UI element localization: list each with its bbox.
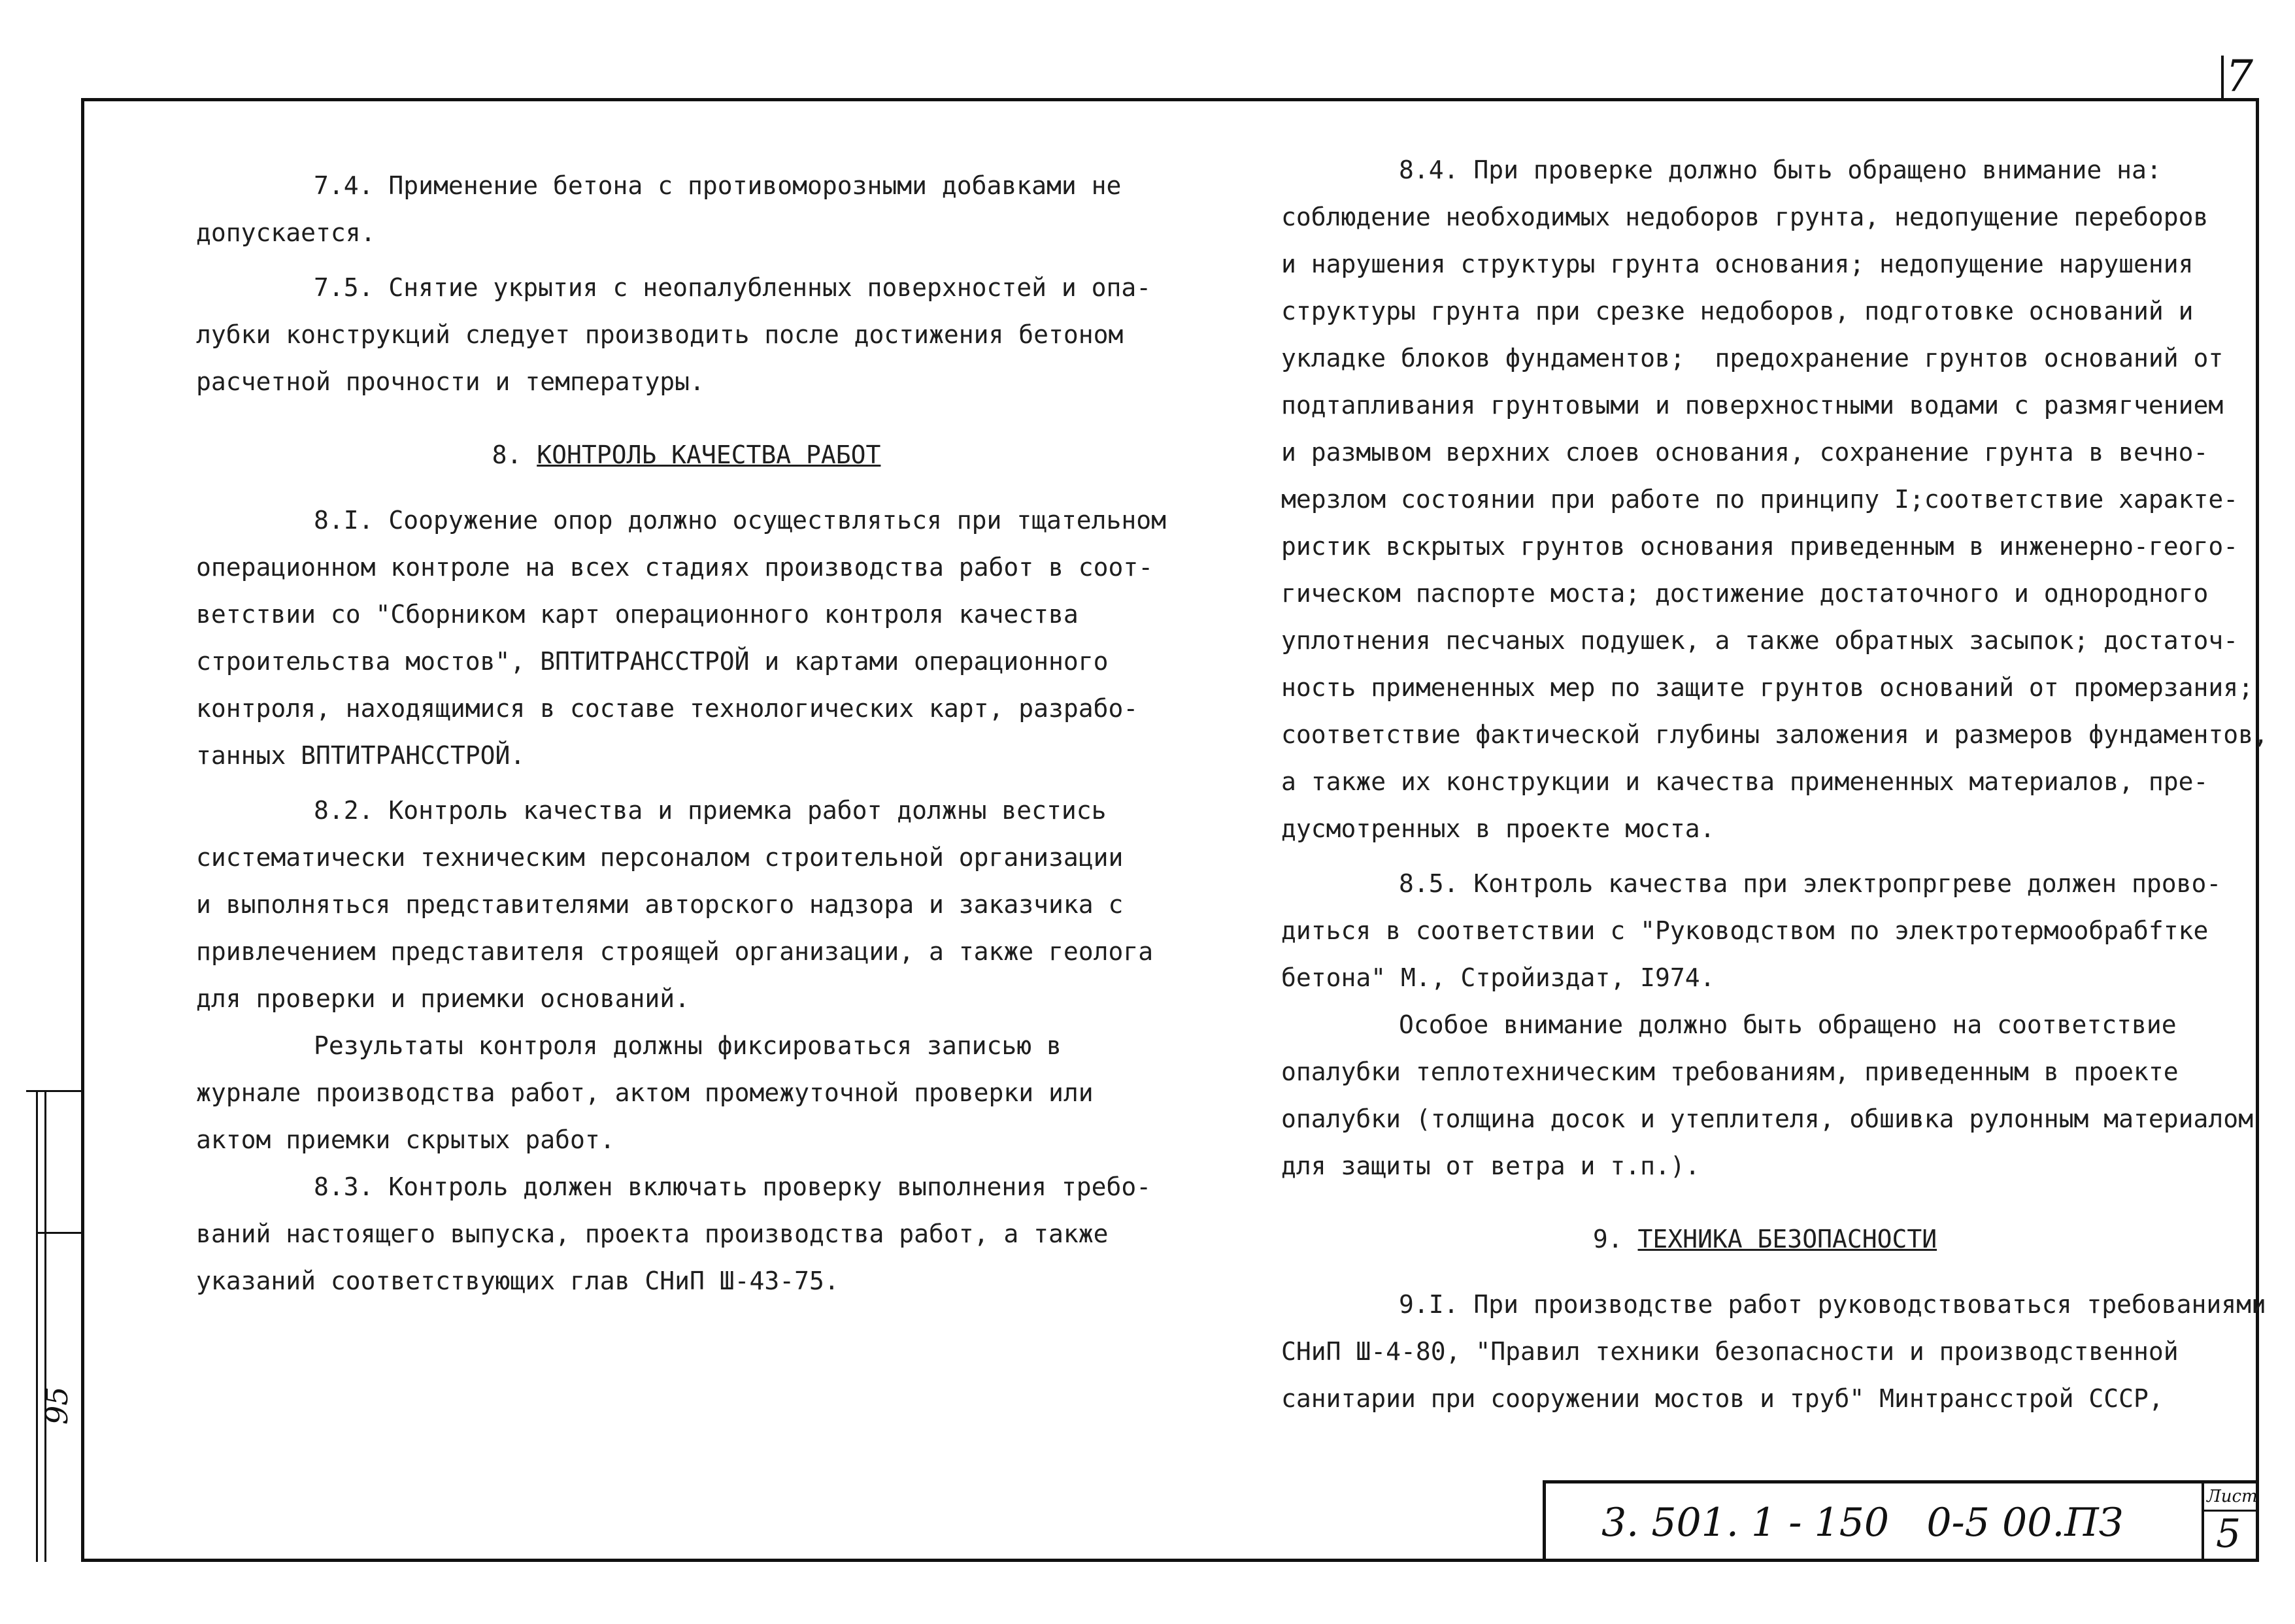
text-line: Особое внимание должно быть обращено на соответствие [1399, 1010, 2177, 1039]
text-line: и выполняться представителями авторского надзора и заказчика с [196, 890, 1124, 919]
paragraph-8-3 [196, 1163, 1177, 1304]
text-line: ваний настоящего выпуска, проекта производства работ, а также [196, 1219, 1109, 1248]
text-line: 8.2. Контроль качества и приемка работ должны вестись [314, 796, 1107, 825]
text-line: Результаты контроля должны фиксироваться записью в [314, 1031, 1062, 1060]
text-line: операционном контроле на всех стадиях производства работ в соот- [196, 553, 1154, 582]
text-line: и нарушения структуры грунта основания; недопущение нарушения [1281, 250, 2194, 278]
text-line: журнале производства работ, актом промежуточной проверки или [196, 1078, 1094, 1107]
paragraph-9-1 [1281, 1281, 2266, 1422]
section-9-title: ТЕХНИКА БЕЗОПАСНОСТИ [1637, 1225, 1937, 1253]
text-line: опалубки (толщина досок и утеплителя, обшивка рулонным материалом [1281, 1104, 2254, 1133]
text-line: 7.5. Снятие укрытия с неопалубленных поверхностей и опа- [314, 273, 1152, 302]
corner-page-number: 7 [2226, 51, 2253, 101]
paragraph-8-2 [196, 787, 1177, 1022]
text-line: 8.3. Контроль должен включать проверку выполнения требо- [314, 1172, 1152, 1201]
text-line: ристик вскрытых грунтов основания приведенным в инженерно-геого- [1281, 532, 2239, 561]
section-9-heading [1281, 1216, 2249, 1263]
corner-divider [2221, 56, 2224, 101]
text-line: укладке блоков фундаментов; предохранение грунтов оснований от [1281, 344, 2224, 373]
margin-stamp-line [36, 1232, 82, 1234]
text-line: для проверки и приемки оснований. [196, 984, 690, 1013]
section-8-heading [196, 431, 1177, 478]
text-line: подтапливания грунтовыми и поверхностными водами с размягчением [1281, 391, 2224, 420]
text-line: СНиП Ш-4-80, "Правил техники безопасности и производственной [1281, 1337, 2179, 1366]
text-line: 9.I. При производстве работ руководствоваться требованиями [1399, 1290, 2266, 1319]
text-line: гическом паспорте моста; достижение достаточного и однородного [1281, 579, 2209, 608]
margin-stamp-line [26, 1090, 82, 1092]
text-line: для защиты от ветра и т.п.). [1281, 1152, 1700, 1180]
text-line: санитарии при сооружении мостов и труб" Минтрансстрой СССР, [1281, 1384, 2164, 1413]
text-line: структуры грунта при срезке недоборов, подготовке оснований и [1281, 297, 2194, 325]
text-line: 8.I. Сооружение опор должно осуществляться при тщательном [314, 506, 1167, 535]
text-line: контроля, находящимися в составе технологических карт, разрабо- [196, 694, 1139, 723]
sheet-number: 5 [2216, 1511, 2241, 1557]
text-line: уплотнения песчаных подушек, а также обратных засыпок; достаточ- [1281, 626, 2239, 655]
right-column [1281, 146, 2268, 1422]
section-9-number: 9. [1592, 1225, 1638, 1253]
text-line: и размывом верхних слоев основания, сохранение грунта в вечно- [1281, 438, 2209, 467]
margin-stamp-line [44, 1090, 46, 1562]
text-line: допускается. [196, 218, 376, 247]
paragraph-8-4 [1281, 146, 2268, 852]
paragraph-results [196, 1022, 1177, 1163]
text-line: расчетной прочности и температуры. [196, 367, 705, 396]
text-line: актом приемки скрытых работ. [196, 1125, 615, 1154]
text-line: ность примененных мер по защите грунтов оснований от промерзания; [1281, 673, 2254, 702]
text-line: танных ВПТИТРАНССТРОЙ. [196, 741, 526, 770]
text-line: мерзлом состоянии при работе по принципу I;соответствие характе- [1281, 485, 2239, 514]
text-line: систематически техническим персоналом строительной организации [196, 843, 1124, 872]
sheet-label: Лист [2207, 1487, 2258, 1506]
text-line: 7.4. Применение бетона с противоморозными добавками не [314, 171, 1122, 200]
left-column [196, 162, 1177, 1304]
paragraph-7-4 [196, 162, 1177, 256]
margin-stamp-line [36, 1090, 38, 1562]
text-line: диться в соответствии с "Руководством по электротермообрабfтке [1281, 916, 2209, 945]
text-line: привлечением представителя строящей организации, а также геолога [196, 937, 1154, 966]
document-code: 3. 501. 1 - 150 0-5 00.ПЗ [1601, 1500, 2124, 1546]
paragraph-8-5 [1281, 860, 2249, 1001]
text-line: строительства мостов", ВПТИТРАНССТРОЙ и картами операционного [196, 647, 1109, 676]
text-line: а также их конструкции и качества примененных материалов, пре- [1281, 767, 2209, 796]
paragraph-special-attention [1281, 1001, 2254, 1189]
text-line: 8.5. Контроль качества при электропргреве должен прово- [1399, 869, 2222, 898]
text-line: опалубки теплотехническим требованиям, приведенным в проекте [1281, 1057, 2179, 1086]
text-line: соответствие фактической глубины заложения и размеров фундаментов, [1281, 720, 2268, 749]
text-line: указаний соответствующих глав СНиП Ш-43-75. [196, 1267, 839, 1295]
margin-stamp-number: 95 [39, 1386, 75, 1425]
paragraph-7-5 [196, 264, 1177, 405]
text-line: лубки конструкций следует производить после достижения бетоном [196, 320, 1124, 349]
text-line: ветствии со "Сборником карт операционного контроля качества [196, 600, 1079, 629]
text-line: соблюдение необходимых недоборов грунта, недопущение переборов [1281, 203, 2209, 231]
paragraph-8-1 [196, 497, 1177, 779]
section-8-number: 8. [492, 440, 537, 469]
text-line: бетона" М., Стройиздат, I974. [1281, 963, 1715, 992]
text-line: 8.4. При проверке должно быть обращено внимание на: [1399, 156, 2162, 184]
section-8-title: КОНТРОЛЬ КАЧЕСТВА РАБОТ [537, 440, 881, 469]
text-line: дусмотренных в проекте моста. [1281, 814, 1715, 843]
